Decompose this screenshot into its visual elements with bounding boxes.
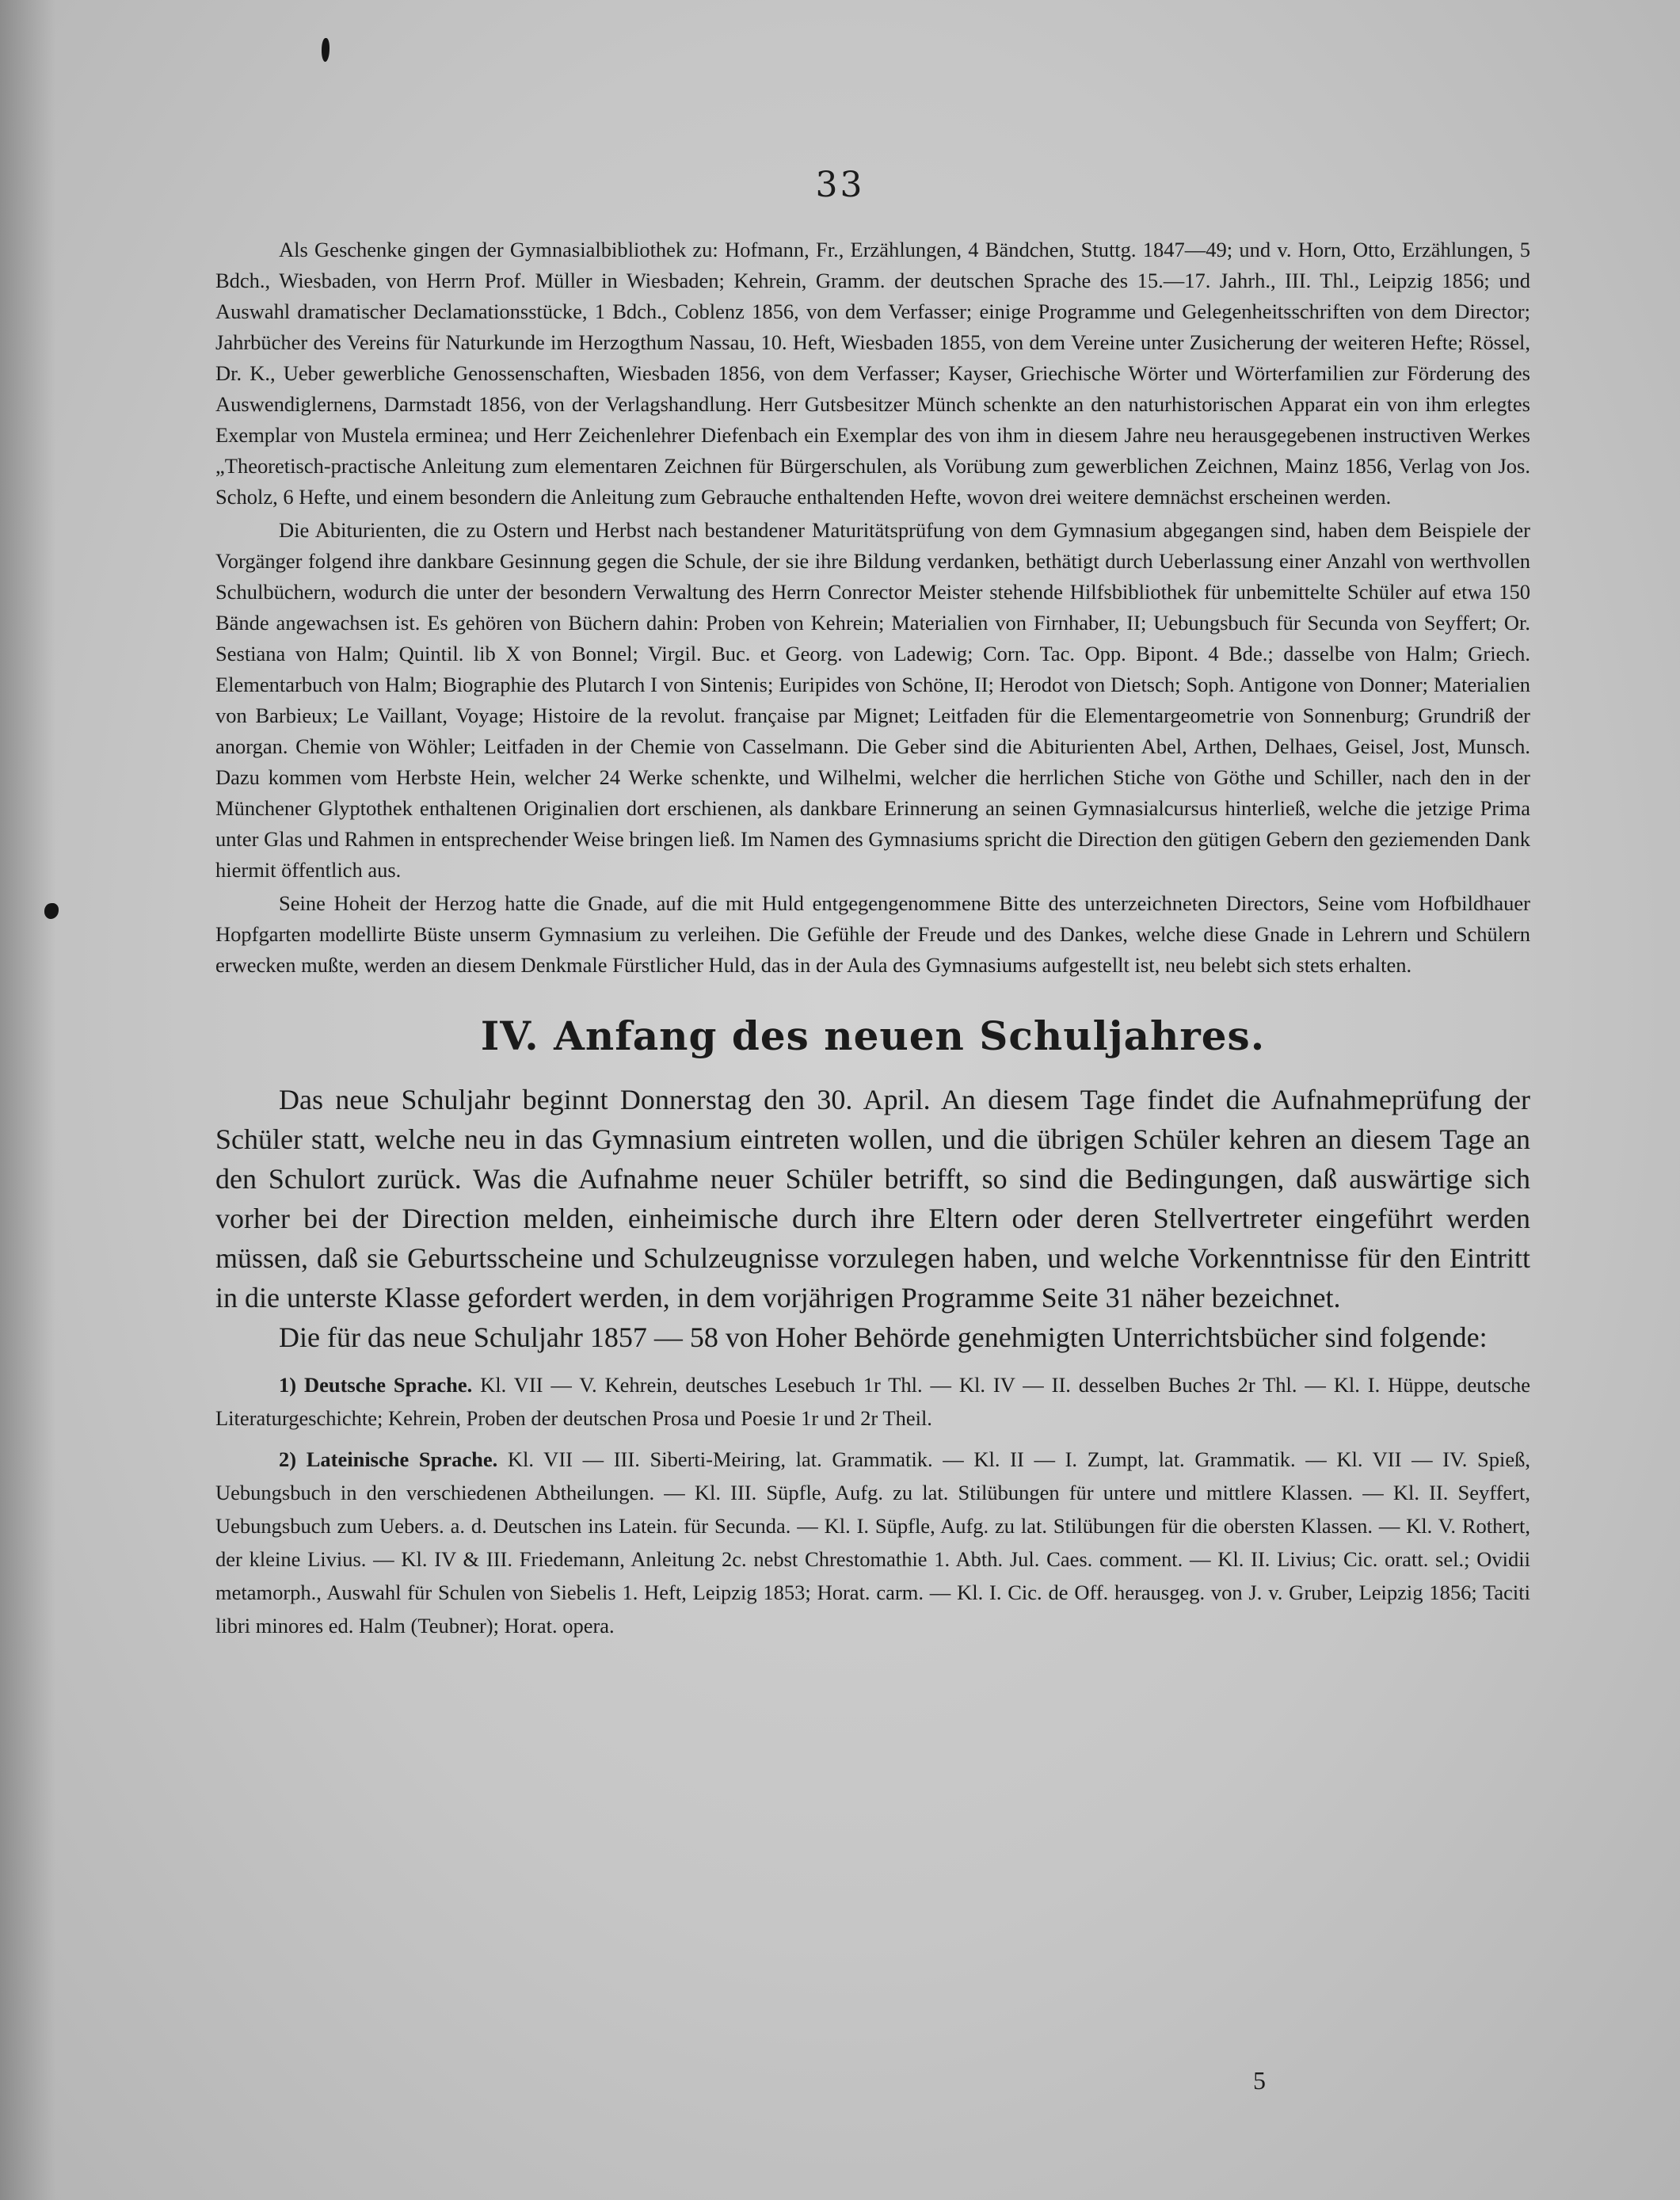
textbook-list (215, 1368, 1530, 1642)
textbook-item-latin (215, 1443, 1530, 1642)
textbook-item-german (215, 1368, 1530, 1435)
textbook-item-title: 1) Deutsche Sprache. (279, 1373, 473, 1397)
paragraph-abiturienten: Die Abiturienten, die zu Ostern und Herbst nach bestandener Maturitätsprüfung von dem Gymnasium abgegangen sind, haben dem Beispiele der Vorgänger folgend ihre dankbare Gesinnung gegen die Schule, der sie ihre Bildung verdanken, bethätigt durch Ueberlassung einer Anzahl von werthvollen Schulbüchern, wodurch die unter der besondern Verwaltung des Herrn Conrector Meister stehende Hilfsbibliothek für unbemittelte Schüler auf etwa 150 Bände angewachsen ist. Es gehören von Büchern dahin: Proben von Kehrein; Materialien von Firnhaber, II; Uebungsbuch für Secunda von Seyffert; Or. Sestiana von Halm; Quintil. lib X von Bonnel; Virgil. Buc. et Georg. von Ladewig; Corn. Tac. Opp. Bipont. 4 Bde.; dasselbe von Halm; Griech. Elementarbuch von Halm; Biographie des Plutarch I von Sintenis; Euripides von Schöne, II; Herodot von Dietsch; Soph. Antigone von Donner; Materialien von Barbieux; Le Vaillant, Voyage; Histoire de la revolut. française par Mignet; Leitfaden für die Elementargeometrie von Sonnenburg; Grundriß der anorgan. Chemie von Wöhler; Leitfaden in der Chemie von Casselmann. Die Geber sind die Abiturienten Abel, Arthen, Delhaes, Geisel, Jost, Munsch. Dazu kommen vom Herbste Hein, welcher 24 Werke schenkte, und Wilhelmi, welcher die herrlichen Stiche von Göthe und Schiller, nach den in der Münchener Glyptothek enthaltenen Originalien dort erschienen, als dankbare Erinnerung an seinen Gymnasialcursus hinterließ, welche die jetzige Prima unter Glas und Rahmen in entsprechender Weise bringen ließ. Im Namen des Gymnasiums spricht die Direction den gütigen Gebern den geziemenden Dank hiermit öffentlich aus. (215, 518, 1530, 882)
paragraph-donations: Als Geschenke gingen der Gymnasialbibliothek zu: Hofmann, Fr., Erzählungen, 4 Bändchen, Stuttg. 1847—49; und v. Horn, Otto, Erzählungen, 5 Bdch., Wiesbaden, von Herrn Prof. Müller in Wiesbaden; Kehrein, Gramm. der deutschen Sprache des 15.—17. Jahrh., III. Thl., Leipzig 1856; und Auswahl dramatischer Declamationsstücke, 1 Bdch., Coblenz 1856, von dem Verfasser; einige Programme und Gelegenheitsschriften von dem Director; Jahrbücher des Vereins für Naturkunde im Herzogthum Nassau, 10. Heft, Wiesbaden 1855, von dem Vereine unter Zusicherung der weiteren Hefte; Rössel, Dr. K., Ueber gewerbliche Genossenschaften, Wiesbaden 1856, von dem Verfasser; Kayser, Griechische Wörter und Wörterfamilien zur Förderung des Auswendiglernens, Darmstadt 1856, von der Verlagshandlung. Herr Gutsbesitzer Münch schenkte an den naturhistorischen Apparat ein von ihm erlegtes Exemplar von Mustela erminea; und Herr Zeichenlehrer Diefenbach ein Exemplar des von ihm in diesem Jahre neu herausgegebenen instructiven Werkes „Theoretisch-practische Anleitung zum elementaren Zeichnen für Bürgerschulen, als Vorübung zum gewerblichen Zeichnen, Mainz 1856, Verlag von Jos. Scholz, 6 Hefte, und einem besondern die Anleitung zum Gebrauche enthaltenden Hefte, wovon drei weitere demnächst erscheinen werden. (215, 238, 1530, 509)
ink-mark (322, 38, 330, 62)
page-fold-shadow (0, 0, 55, 2200)
ink-mark (44, 903, 59, 919)
textbook-item-title: 2) Lateinische Sprache. (279, 1447, 498, 1471)
page-content (215, 234, 1530, 1650)
textbook-item-text: Kl. VII — V. Kehrein, deutsches Lesebuch 1r Thl. — Kl. IV — II. desselben Buches 2r Thl. — Kl. I. Hüppe, deutsche Literaturgeschichte; Kehrein, Proben der deutschen Prosa und Poesie 1r und 2r Theil. (215, 1373, 1530, 1430)
paragraph-duke-bust: Seine Hoheit der Herzog hatte die Gnade, auf die mit Huld entgegengenommene Bitte des unterzeichneten Directors, Seine vom Hofbildhauer Hopfgarten modellirte Büste unserm Gymnasium zu verleihen. Die Gefühle der Freude und des Dankes, welche diese Gnade in Lehrern und Schülern erwecken mußte, werden an diesem Denkmale Fürstlicher Huld, das in der Aula des Gymnasiums aufgestellt ist, neu belebt sich stets erhalten. (215, 891, 1530, 977)
textbook-item-text: Kl. VII — III. Siberti-Meiring, lat. Grammatik. — Kl. II — I. Zumpt, lat. Grammatik. — Kl. VII — IV. Spieß, Uebungsbuch in den verschiedenen Abtheilungen. — Kl. III. Süpfle, Aufg. zu lat. Stilübungen für untere und mittlere Klassen. — Kl. II. Seyffert, Uebungsbuch zum Uebers. a. d. Deutschen ins Latein. für Secunda. — Kl. I. Süpfle, Aufg. zu lat. Stilübungen für die obersten Klassen. — Kl. V. Rothert, der kleine Livius. — Kl. IV & III. Friedemann, Anleitung 2c. nebst Chrestomathie 1. Abth. Jul. Caes. comment. — Kl. II. Livius; Cic. oratt. sel.; Ovidii metamorph., Auswahl für Schulen von Siebelis 1. Heft, Leipzig 1853; Horat. carm. — Kl. I. Cic. de Off. herausgeg. von J. v. Gruber, Leipzig 1856; Taciti libri minores ed. Halm (Teubner); Horat. opera. (215, 1447, 1531, 1638)
section-heading: IV. Anfang des neuen Schuljahres. (480, 1012, 1266, 1059)
paragraph-textbooks-intro: Die für das neue Schuljahr 1857 — 58 von Hoher Behörde genehmigten Unterrichtsbücher sind folgende: (279, 1321, 1488, 1353)
signature-mark: 5 (1253, 2066, 1266, 2095)
paragraph-new-school-year: Das neue Schuljahr beginnt Donnerstag den 30. April. An diesem Tage findet die Aufnahmeprüfung der Schüler statt, welche neu in das Gymnasium eintreten wollen, und die übrigen Schüler kehren an diesem Tage an den Schulort zurück. Was die Aufnahme neuer Schüler betrifft, so sind die Bedingungen, daß auswärtige sich vorher bei der Direction melden, einheimische durch ihre Eltern oder deren Stellvertreter eingeführt werden müssen, daß sie Geburtsscheine und Schulzeugnisse vorzulegen haben, und welche Vorkenntnisse für den Eintritt in die unterste Klasse gefordert werden, in dem vorjährigen Programme Seite 31 näher bezeichnet. (215, 1084, 1530, 1314)
page-number: 33 (815, 165, 865, 205)
